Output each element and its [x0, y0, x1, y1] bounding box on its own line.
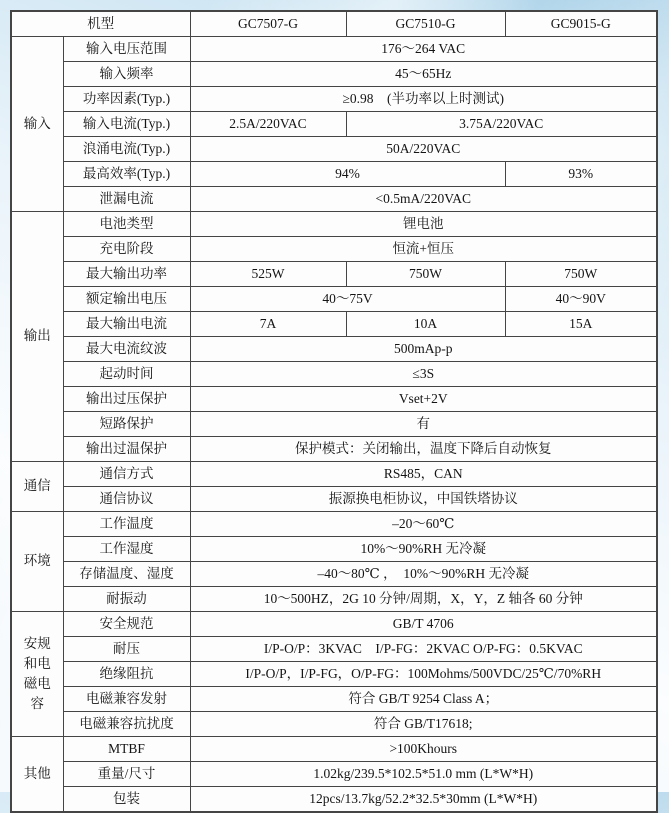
value-cell: 符合 GB/T17618;: [190, 712, 657, 737]
param-cell: 输出过温保护: [63, 437, 190, 462]
table-row: [11, 287, 657, 312]
value-cell: 40～90V: [505, 287, 657, 312]
table-row: [11, 612, 657, 637]
value-cell: 40～75V: [190, 287, 505, 312]
value-cell: 保护模式：关闭输出，温度下降后自动恢复: [190, 437, 657, 462]
param-cell: 功率因素(Typ.): [63, 87, 190, 112]
table-row: [11, 387, 657, 412]
param-cell: 最大输出功率: [63, 262, 190, 287]
table-row: [11, 462, 657, 487]
param-cell: 输入频率: [63, 62, 190, 87]
model-label-cell: 机型: [11, 11, 190, 37]
header-row: [11, 11, 657, 37]
value-cell: ≥0.98 (半功率以上时测试): [190, 87, 657, 112]
param-cell: 绝缘阻抗: [63, 662, 190, 687]
param-cell: 工作温度: [63, 512, 190, 537]
param-cell: 输入电压范围: [63, 37, 190, 62]
section-label-communication: [11, 462, 63, 512]
table-row: [11, 662, 657, 687]
param-cell: 输出过压保护: [63, 387, 190, 412]
param-cell: 存储温度、湿度: [63, 562, 190, 587]
table-row: [11, 512, 657, 537]
value-cell: 93%: [505, 162, 657, 187]
param-cell: 通信方式: [63, 462, 190, 487]
table-row: [11, 212, 657, 237]
table-row: [11, 687, 657, 712]
param-cell: 最大电流纹波: [63, 337, 190, 362]
param-cell: 起动时间: [63, 362, 190, 387]
value-cell: 10%～90%RH 无冷凝: [190, 537, 657, 562]
param-cell: 包装: [63, 787, 190, 813]
table-row: [11, 262, 657, 287]
param-cell: 额定输出电压: [63, 287, 190, 312]
table-row: [11, 137, 657, 162]
table-row: [11, 162, 657, 187]
value-cell: 有: [190, 412, 657, 437]
section-label-text: 通信: [23, 478, 51, 494]
section-label-text: 安规和电磁电容: [23, 635, 51, 712]
value-cell: I/P-O/P：3KVAC I/P-FG：2KVAC O/P-FG：0.5KVAC: [190, 637, 657, 662]
param-cell: 电磁兼容抗扰度: [63, 712, 190, 737]
table-row: [11, 312, 657, 337]
value-cell: ≤3S: [190, 362, 657, 387]
table-row: [11, 87, 657, 112]
value-cell: 45～65Hz: [190, 62, 657, 87]
value-cell: –40～80℃ ， 10%～90%RH 无冷凝: [190, 562, 657, 587]
section-label-environment: [11, 512, 63, 612]
section-label-text: 其他: [23, 765, 51, 781]
table-row: [11, 737, 657, 762]
table-row: [11, 62, 657, 87]
table-row: [11, 362, 657, 387]
value-cell: GB/T 4706: [190, 612, 657, 637]
value-cell: 10～500HZ，2G 10 分钟/周期，X，Y，Z 轴各 60 分钟: [190, 587, 657, 612]
value-cell: 锂电池: [190, 212, 657, 237]
param-cell: 最大输出电流: [63, 312, 190, 337]
table-row: [11, 187, 657, 212]
model-name-1: GC7510-G: [346, 11, 505, 37]
table-row: [11, 112, 657, 137]
value-cell: I/P-O/P，I/P-FG，O/P-FG：100Mohms/500VDC/25℃/70%RH: [190, 662, 657, 687]
table-row: [11, 437, 657, 462]
value-cell: 500mAp-p: [190, 337, 657, 362]
value-cell: >100Khours: [190, 737, 657, 762]
model-name-2: GC9015-G: [505, 11, 657, 37]
param-cell: 安全规范: [63, 612, 190, 637]
section-label-text: 环境: [23, 553, 51, 569]
table-row: [11, 412, 657, 437]
value-cell: Vset+2V: [190, 387, 657, 412]
value-cell: 7A: [190, 312, 346, 337]
param-cell: 重量/尺寸: [63, 762, 190, 787]
param-cell: 输入电流(Typ.): [63, 112, 190, 137]
value-cell: 750W: [346, 262, 505, 287]
table-row: [11, 712, 657, 737]
value-cell: 振源换电柜协议，中国铁塔协议: [190, 487, 657, 512]
table-row: [11, 787, 657, 813]
value-cell: 94%: [190, 162, 505, 187]
table-row: [11, 37, 657, 62]
section-label-output: [11, 212, 63, 462]
param-cell: 耐压: [63, 637, 190, 662]
value-cell: <0.5mA/220VAC: [190, 187, 657, 212]
value-cell: 10A: [346, 312, 505, 337]
section-label-text: 输入: [23, 115, 51, 131]
table-row: [11, 762, 657, 787]
value-cell: 3.75A/220VAC: [346, 112, 657, 137]
table-row: [11, 587, 657, 612]
table-row: [11, 537, 657, 562]
value-cell: 15A: [505, 312, 657, 337]
param-cell: 电磁兼容发射: [63, 687, 190, 712]
value-cell: 525W: [190, 262, 346, 287]
param-cell: 泄漏电流: [63, 187, 190, 212]
model-name-0: GC7507-G: [190, 11, 346, 37]
value-cell: RS485，CAN: [190, 462, 657, 487]
param-cell: 通信协议: [63, 487, 190, 512]
value-cell: 12pcs/13.7kg/52.2*32.5*30mm (L*W*H): [190, 787, 657, 813]
value-cell: 2.5A/220VAC: [190, 112, 346, 137]
spec-table: [10, 10, 658, 813]
value-cell: 176～264 VAC: [190, 37, 657, 62]
table-row: [11, 637, 657, 662]
param-cell: 浪涌电流(Typ.): [63, 137, 190, 162]
spec-table-body: [11, 11, 657, 812]
table-row: [11, 337, 657, 362]
value-cell: 750W: [505, 262, 657, 287]
value-cell: 恒流+恒压: [190, 237, 657, 262]
param-cell: 最高效率(Typ.): [63, 162, 190, 187]
table-row: [11, 237, 657, 262]
param-cell: 工作湿度: [63, 537, 190, 562]
table-row: [11, 562, 657, 587]
section-label-other: [11, 737, 63, 813]
value-cell: 符合 GB/T 9254 Class A；: [190, 687, 657, 712]
section-label-text: 输出: [23, 328, 51, 344]
section-label-input: [11, 37, 63, 212]
param-cell: 短路保护: [63, 412, 190, 437]
param-cell: 电池类型: [63, 212, 190, 237]
param-cell: 耐振动: [63, 587, 190, 612]
value-cell: 1.02kg/239.5*102.5*51.0 mm (L*W*H): [190, 762, 657, 787]
section-label-safety-emc: [11, 612, 63, 737]
param-cell: 充电阶段: [63, 237, 190, 262]
value-cell: 50A/220VAC: [190, 137, 657, 162]
value-cell: –20～60℃: [190, 512, 657, 537]
param-cell: MTBF: [63, 737, 190, 762]
table-row: [11, 487, 657, 512]
